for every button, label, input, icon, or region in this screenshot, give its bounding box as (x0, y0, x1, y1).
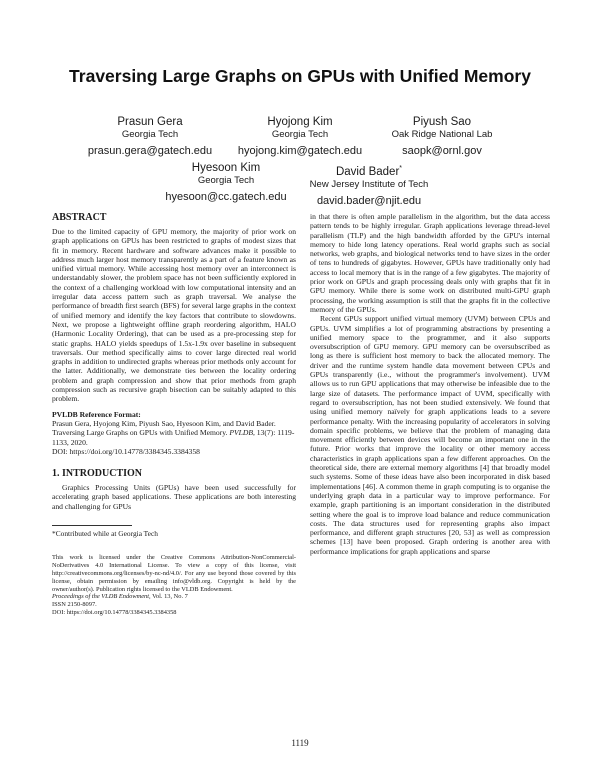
author-affiliation: Georgia Tech (271, 129, 329, 140)
author-email: hyojong.kim@gatech.edu (237, 145, 363, 157)
author-affiliation: New Jersey Institute of Tech (309, 178, 429, 190)
paper-title: Traversing Large Graphs on GPUs with Unified Memory (69, 66, 531, 86)
right-column (310, 212, 550, 556)
author-email: hyesoon@cc.gatech.edu (165, 191, 287, 203)
abstract-text: Due to the limited capacity of GPU memory, the majority of prior work on graph applications on GPUs has been restricted to graphs of modest sizes that fit in memory. Recent hardware and software advances make it possible to address much larger host memory transparently as a part of a feature known as unified virtual memory. While accessing host memory over an interconnect is understandably slower, the problem space has not been sufficiently explored in the context of a challenging workload with low computational intensity and an irregular data access pattern such as graph traversal. We analyse the performance of breadth first search (BFS) for several large graphs in the context of unified memory and identify the key factors that contribute to slowdowns. Next, we propose a lightweight offline graph reordering algorithm, HALO (Harmonic Locality Ordering), that can be used as a pre-processing step for static graphs. HALO yields speedups of 1.5x-1.9x over baseline in subsequent traversals. Our method specifically aims to cover large directed real world graphs in addition to undirected graphs whereas prior methods only account for the latter. Additionally, we demonstrate ties between the locality ordering problem and graph compression and show that prior methods from graph compression such as recursive graph bisection can be suitably adapted to this problem. (52, 227, 296, 404)
reference-format-heading: PVLDB Reference Format: (52, 409, 141, 419)
intro-paragraph: Graphics Processing Units (GPUs) have been used successfully for accelerating graph based applications. These applications are both interesting and challenging for GPUs (52, 483, 296, 511)
author-name: Hyesoon Kim (191, 162, 261, 174)
reference-format-text: Prasun Gera, Hyojong Kim, Piyush Sao, Hyesoon Kim, and David Bader. Traversing Large Graphs on GPUs with Unified Memory. PVLDB, 13(7): 1119-1133, 2020. DOI: https://doi.org/10.14778/3384345.3384358 (52, 418, 295, 456)
page-number: 1119 (291, 738, 309, 748)
author-block (279, 162, 459, 209)
license-doi: DOI: https://doi.org/10.14778/3384345.3384358 (52, 608, 177, 616)
author-name: Prasun Gera (117, 116, 183, 128)
author-email: saopk@ornl.gov (402, 145, 482, 157)
body-paragraph: Recent GPUs support unified virtual memory (UVM) between CPUs and GPUs. UVM simplifies a lot of programming abstractions by presenting a unified memory space to the programmer, and it also supports oversubscription of GPU memory. GPU memory can be oversubscribed as long as there is sufficient host memory to back the allocated memory. The driver and the runtime system handle data movement between CPUs and GPUs transparently (i.e., without the programmer's involvement). UVM allows us to run GPU applications that may otherwise be infeasible due to the large size of datasets. The performance impact of UVM, specifically with regard to oversubscription, has not been studied extensively. We found that using unified memory naïvely for graph applications leads to a severe performance penalty. With the increasing popularity of accelerators in solving domain specific problems, we believe that the problem of managing data movement efficiently between devices will become an important one in the future. Prior works that improve the locality or other memory access characteristics in graph applications span a few different approaches. On the theoretical side, there are external memory algorithms [4] that broadly model such systems. Some of these ideas have also been incorporated in disk based implementations [46]. A common theme in graph computing is to organise the underlying graph data in a particular way to improve performance. For example, graph partitioning is an important consideration in the distributed setting where the goal is to improve load balance and reduce communication costs. The data structures used for representing graphs also impact performance, and different graph structures [20, 53] as well as compression schemes [13] have been proposed. Graph ordering is another area with performance implications for graph applications and sparse (310, 314, 550, 556)
footnote-divider (52, 525, 132, 526)
author-email: david.bader@njit.edu (316, 194, 422, 207)
author-name: Piyush Sao (412, 116, 472, 128)
intro-heading: 1. INTRODUCTION (52, 468, 143, 480)
author-affiliation: Oak Ridge National Lab (391, 129, 493, 140)
author-footnote-mark: * (399, 165, 403, 172)
author-email: prasun.gera@gatech.edu (87, 145, 213, 157)
abstract-heading: ABSTRACT (52, 212, 107, 223)
footnote: *Contributed while at Georgia Tech (52, 529, 158, 539)
proceedings-line: Proceedings of the VLDB Endowment, Vol. 13, No. 7 (52, 593, 188, 601)
author-name: Hyojong Kim (267, 116, 333, 128)
author-affiliation: Georgia Tech (121, 129, 179, 140)
author-name: David Bader* (335, 165, 403, 178)
issn-line: ISSN 2150-8097. (52, 601, 97, 609)
reference-doi: DOI: https://doi.org/10.14778/3384345.3384358 (52, 446, 200, 456)
author-block (352, 116, 532, 159)
license-block (52, 554, 296, 616)
left-column (52, 212, 296, 617)
license-text: This work is licensed under the Creative Commons Attribution-NonCommercial-NoDerivatives 4.0 International License. To view a copy of this license, visit http://creativecommons.org/licenses/by-nc-nd/4.0/. For any use beyond those covered by this license, obtain permission by emailing info@vldb.org. Copyright is held by the owner/author(s). Publication rights licensed to the VLDB Endowment. (52, 554, 296, 593)
author-affiliation: Georgia Tech (197, 175, 255, 186)
body-paragraph: in that there is often ample parallelism in the algorithm, but the data access pattern tends to be highly irregular. Graph applications leverage thread-level parallelism (TLP) and the high bandwidth afforded by the GPU's internal memory to hide long latency operations. Real world graphs such as social networks, web graphs, and biological networks tend to have sizes in the order of tens to hundreds of gigabytes. However, GPUs have traditionally only had access to local memory that is in the range of a few gigabytes. The majority of prior work on GPUs and graph processing deals only with graphs that fit in GPU memory. While there is some work on distributed multi-GPU graph processing, the working assumption is still that the graphs fit in the collective memory of the GPUs. (310, 212, 550, 314)
